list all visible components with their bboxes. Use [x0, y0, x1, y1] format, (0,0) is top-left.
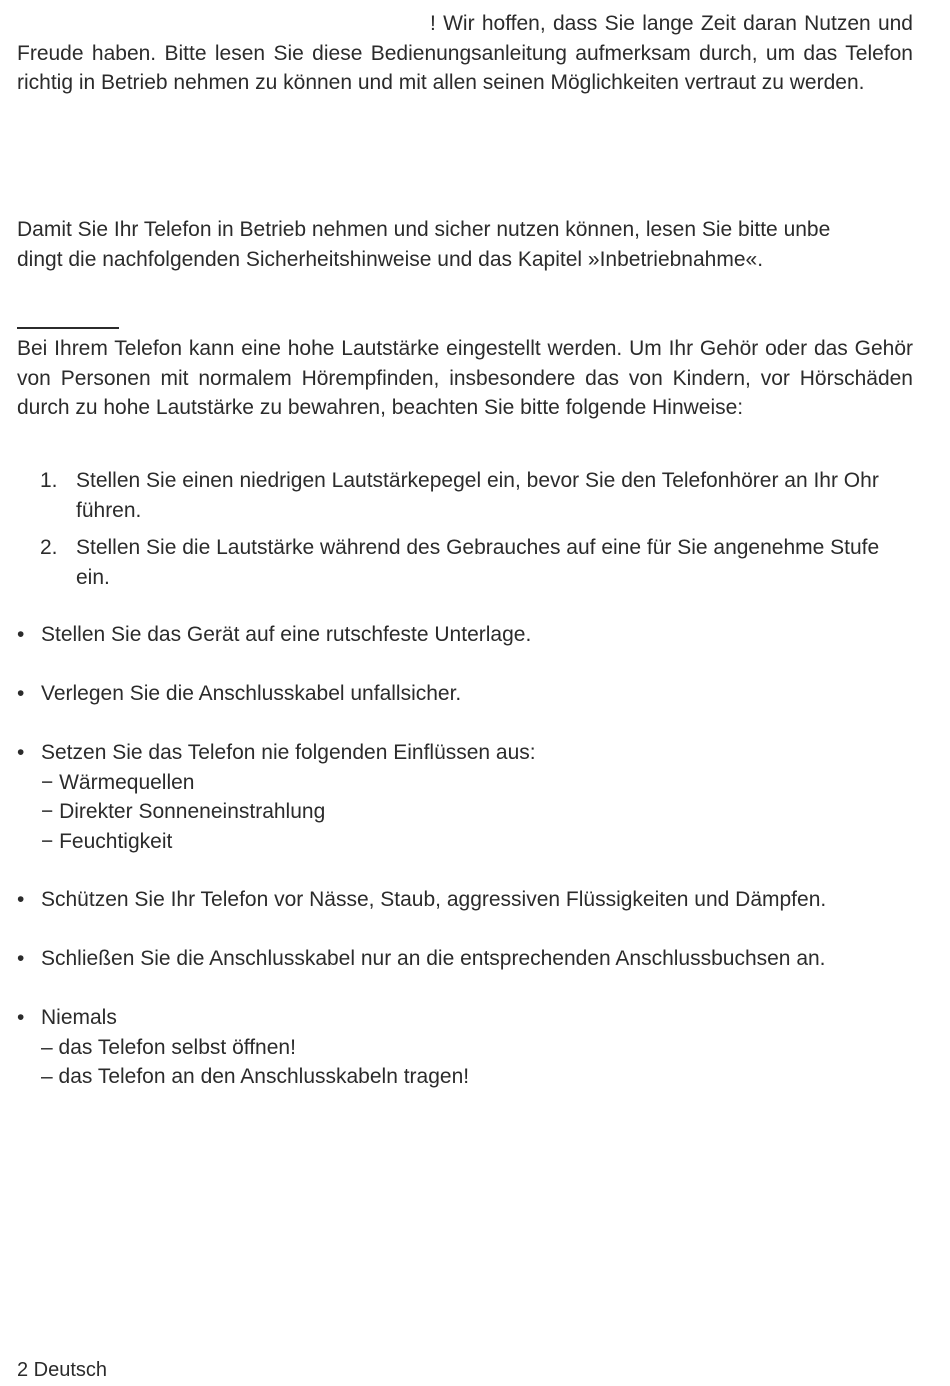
- list-item-text: Stellen Sie einen niedrigen Lautstärkepegel ein, bevor Sie den Telefonhörer an Ihr Ohr führen.: [76, 469, 879, 522]
- intro-section: [17, 9, 913, 98]
- bullet-icon: •: [17, 947, 25, 970]
- numbered-list: [17, 466, 913, 592]
- sub-item: – das Telefon an den Anschlusskabeln tragen!: [41, 1065, 470, 1088]
- list-number: 1.: [40, 469, 58, 492]
- bullet-icon: •: [17, 623, 25, 646]
- bullet-item: [17, 738, 917, 856]
- list-item-text: Stellen Sie die Lautstärke während des Gebrauches auf eine für Sie angenehme Stufe ein.: [76, 536, 880, 589]
- bullet-icon: •: [17, 682, 25, 705]
- bullet-item: [17, 1003, 917, 1092]
- safety-intro-section: [17, 215, 913, 274]
- volume-steps: [17, 466, 913, 600]
- sub-item: − Direkter Sonneneinstrahlung: [41, 800, 326, 823]
- bullet-item: [17, 679, 917, 709]
- bullet-item: [17, 620, 917, 650]
- bullet-text: Niemals: [41, 1006, 117, 1029]
- intro-paragraph: ! Wir hoffen, dass Sie lange Zeit daran Nutzen und Freude haben. Bitte lesen Sie diese Bedienungsanleitung aufmerksam durch, um das Telefon richtig in Betrieb nehmen zu können und mit allen seinen Möglichkeiten vertraut zu werden.: [17, 12, 913, 94]
- volume-paragraph: Bei Ihrem Telefon kann eine hohe Lautstärke eingestellt werden. Um Ihr Gehör oder das Gehör von Personen mit normalem Hörempfinden, insbesondere das von Kindern, vor Hörschäden durch zu hohe Lautstärke zu bewahren, beachten Sie bitte folgende Hinweise:: [17, 337, 913, 419]
- sub-item: − Wärmequellen: [41, 770, 195, 794]
- bullet-text: Stellen Sie das Gerät auf eine rutschfeste Unterlage.: [41, 623, 532, 646]
- bullet-content: [41, 738, 917, 856]
- bullet-icon: •: [17, 741, 25, 764]
- bullet-icon: •: [17, 1006, 25, 1029]
- volume-section: [17, 334, 913, 423]
- list-number: 2.: [40, 536, 58, 559]
- bullet-icon: •: [17, 888, 25, 911]
- numbered-item: [17, 533, 913, 592]
- section-divider: [17, 327, 119, 329]
- sub-item: − Feuchtigkeit: [41, 829, 173, 853]
- sub-item: – das Telefon selbst öffnen!: [41, 1035, 296, 1059]
- page-number: 2 Deutsch: [17, 1359, 108, 1381]
- bullet-text: Verlegen Sie die Anschlusskabel unfallsicher.: [41, 682, 462, 705]
- bullet-text: Schützen Sie Ihr Telefon vor Nässe, Staub, aggressiven Flüssigkeiten und Dämpfen.: [41, 888, 827, 911]
- safety-intro-line-2: dingt die nachfolgenden Sicherheitshinweise und das Kapitel »Inbetriebnahme«.: [17, 247, 764, 271]
- safety-intro-line-1: Damit Sie Ihr Telefon in Betrieb nehmen und sicher nutzen können, lesen Sie bitte unbe: [17, 218, 831, 241]
- numbered-item: [17, 466, 913, 525]
- bullet-text: Schließen Sie die Anschlusskabel nur an die entsprechenden Anschlussbuchsen an.: [41, 947, 826, 970]
- bullet-content: [41, 1003, 917, 1092]
- bullet-text: Setzen Sie das Telefon nie folgenden Einflüssen aus:: [41, 741, 536, 764]
- bullet-item: [17, 885, 917, 915]
- bullet-item: [17, 944, 917, 974]
